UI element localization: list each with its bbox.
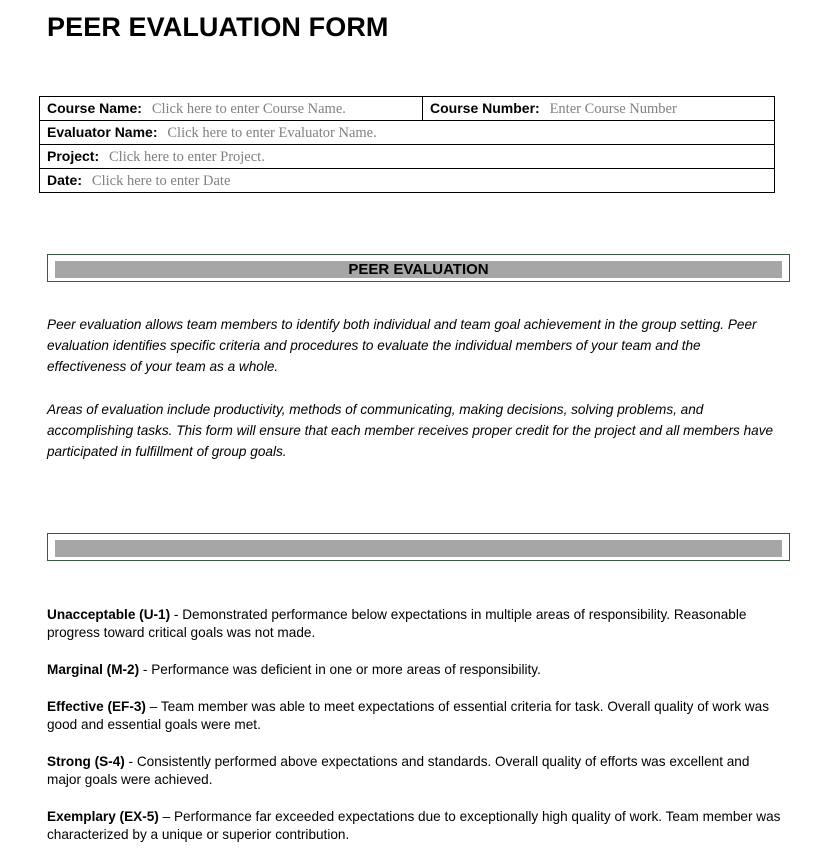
rating-description: - Consistently performed above expectations and standards. Overall quality of efforts was excellent and major goals were achieved. [47,754,750,787]
rating-term: Strong (S-4) [47,754,125,769]
date-label: Date: [47,171,83,188]
rating-item-exemplary [47,808,787,844]
course-number-field[interactable]: Enter Course Number [549,100,677,117]
course-name-field[interactable]: Click here to enter Course Name. [151,100,346,117]
rating-description: – Team member was able to meet expectations of essential criteria for task. Overall quality of work was good and essential goals were met. [47,699,770,732]
info-row-course [40,97,775,121]
rating-description: - Demonstrated performance below expectations in multiple areas of responsibility. Reasonable progress toward critical goals was not made. [47,607,747,640]
info-table [39,96,775,193]
rating-term: Marginal (M-2) [47,662,140,677]
intro-paragraph-2: Areas of evaluation include productivity, methods of communicating, making decisions, solving problems, and accomplishing tasks. This form will ensure that each member receives proper credit for the project and all members have participated in fulfillment of group goals. [47,402,774,459]
project-label: Project: [47,147,100,164]
rating-item-marginal [47,661,787,679]
course-number-label: Course Number: [430,99,540,116]
rating-term: Effective (EF-3) [47,699,146,714]
date-cell[interactable] [40,169,775,193]
evaluator-cell[interactable] [40,121,775,145]
intro-paragraph-1: Peer evaluation allows team members to identify both individual and team goal achievement in the group setting. Peer evaluation identifies specific criteria and procedures to evaluate the individual members of your team and the effectiveness of your team as a whole. [47,317,757,374]
evaluator-label: Evaluator Name: [47,123,158,140]
section-heading: PEER EVALUATION [55,261,782,278]
rating-item-unacceptable [47,606,787,642]
rating-term: Exemplary (EX-5) [47,809,159,824]
info-row-date [40,169,775,193]
project-cell[interactable] [40,145,775,169]
rating-item-effective [47,698,787,734]
project-field[interactable]: Click here to enter Project. [109,148,265,165]
course-name-label: Course Name: [47,99,142,116]
section-heading-blank [55,540,782,557]
info-row-evaluator [40,121,775,145]
rating-description: - Performance was deficient in one or more areas of responsibility. [139,662,541,677]
rating-description: – Performance far exceeded expectations due to exceptionally high quality of work. Team member was characterized by a unique or superior contribution. [47,809,781,842]
course-number-cell[interactable] [423,97,775,121]
rating-item-strong [47,753,787,789]
form-title: PEER EVALUATION FORM [47,12,389,42]
date-field[interactable]: Click here to enter Date [91,172,231,189]
rating-scale-section-header [47,533,790,561]
peer-evaluation-section-header [47,254,790,282]
evaluator-field[interactable]: Click here to enter Evaluator Name. [167,124,377,141]
info-row-project [40,145,775,169]
course-name-cell[interactable] [40,97,423,121]
rating-term: Unacceptable (U-1) [47,607,171,622]
